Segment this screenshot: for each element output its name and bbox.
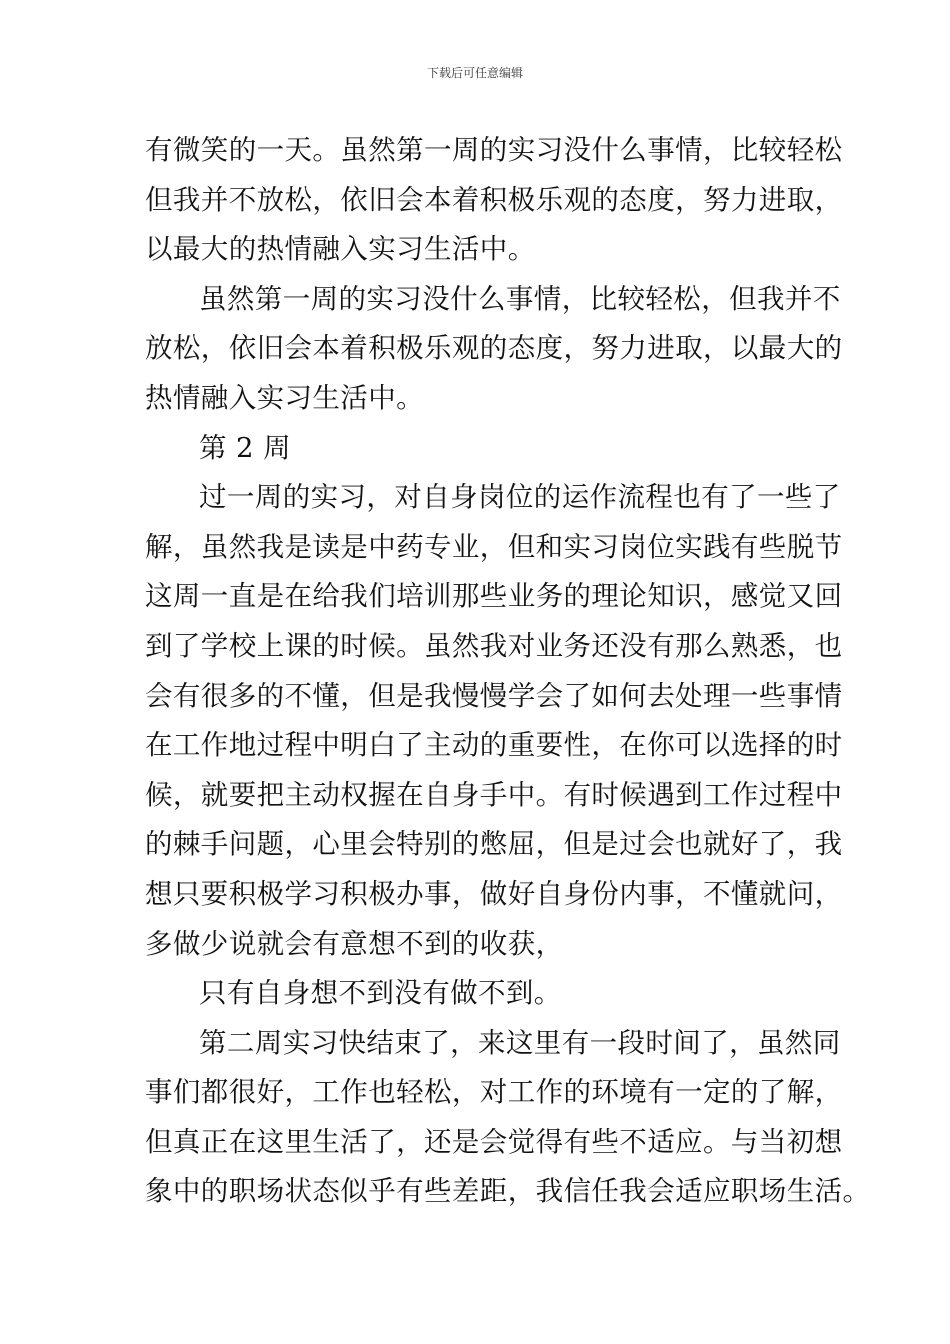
paragraph-start-line: 虽然第一周的实习没什么事情，比较轻松，但我并不 — [199, 282, 841, 315]
text-line: 在工作地过程中明白了主动的重要性，在你可以选择的时 — [145, 729, 843, 762]
text-line: 但我并不放松，依旧会本着积极乐观的态度，努力进取， — [145, 183, 843, 216]
text-line: 但真正在这里生活了，还是会觉得有些不适应。与当初想 — [145, 1125, 843, 1158]
text-line: 的棘手问题，心里会特别的憋屈，但是过会也就好了，我 — [145, 828, 843, 861]
paragraph-start-line: 第二周实习快结束了，来这里有一段时间了，虽然同 — [199, 1026, 841, 1059]
section-heading: 第 2 周 — [199, 431, 291, 464]
text-line: 到了学校上课的时候。虽然我对业务还没有那么熟悉，也 — [145, 629, 843, 662]
document-body — [145, 126, 871, 1217]
text-line: 有微笑的一天。虽然第一周的实习没什么事情，比较轻松 — [145, 134, 843, 166]
text-line: 多做少说就会有意想不到的收获， — [145, 927, 564, 960]
text-line: 这周一直是在给我们培训那些业务的理论知识，感觉又回 — [145, 580, 843, 613]
text-line: 事们都很好，工作也轻松，对工作的环境有一定的了解， — [145, 1076, 843, 1109]
text-line: 象中的职场状态似乎有些差距，我信任我会适应职场生活。 — [145, 1175, 871, 1208]
paragraph-start-line: 只有自身想不到没有做不到。 — [199, 977, 562, 1010]
text-line: 热情融入实习生活中。 — [145, 381, 424, 414]
text-line: 放松，依旧会本着积极乐观的态度，努力进取，以最大的 — [145, 332, 843, 365]
text-line: 解，虽然我是读是中药专业，但和实习岗位实践有些脱节 — [145, 530, 843, 563]
paragraph-start-line: 过一周的实习，对自身岗位的运作流程也有了一些了 — [199, 481, 841, 514]
text-line: 候，就要把主动权握在自身手中。有时候遇到工作过程中 — [145, 778, 843, 811]
text-line: 想只要积极学习积极办事，做好自身份内事，不懂就问， — [145, 877, 843, 910]
text-line: 会有很多的不懂，但是我慢慢学会了如何去处理一些事情 — [145, 679, 843, 712]
page-header: 下载后可任意编辑 — [426, 66, 523, 80]
text-line: 以最大的热情融入实习生活中。 — [145, 233, 536, 266]
